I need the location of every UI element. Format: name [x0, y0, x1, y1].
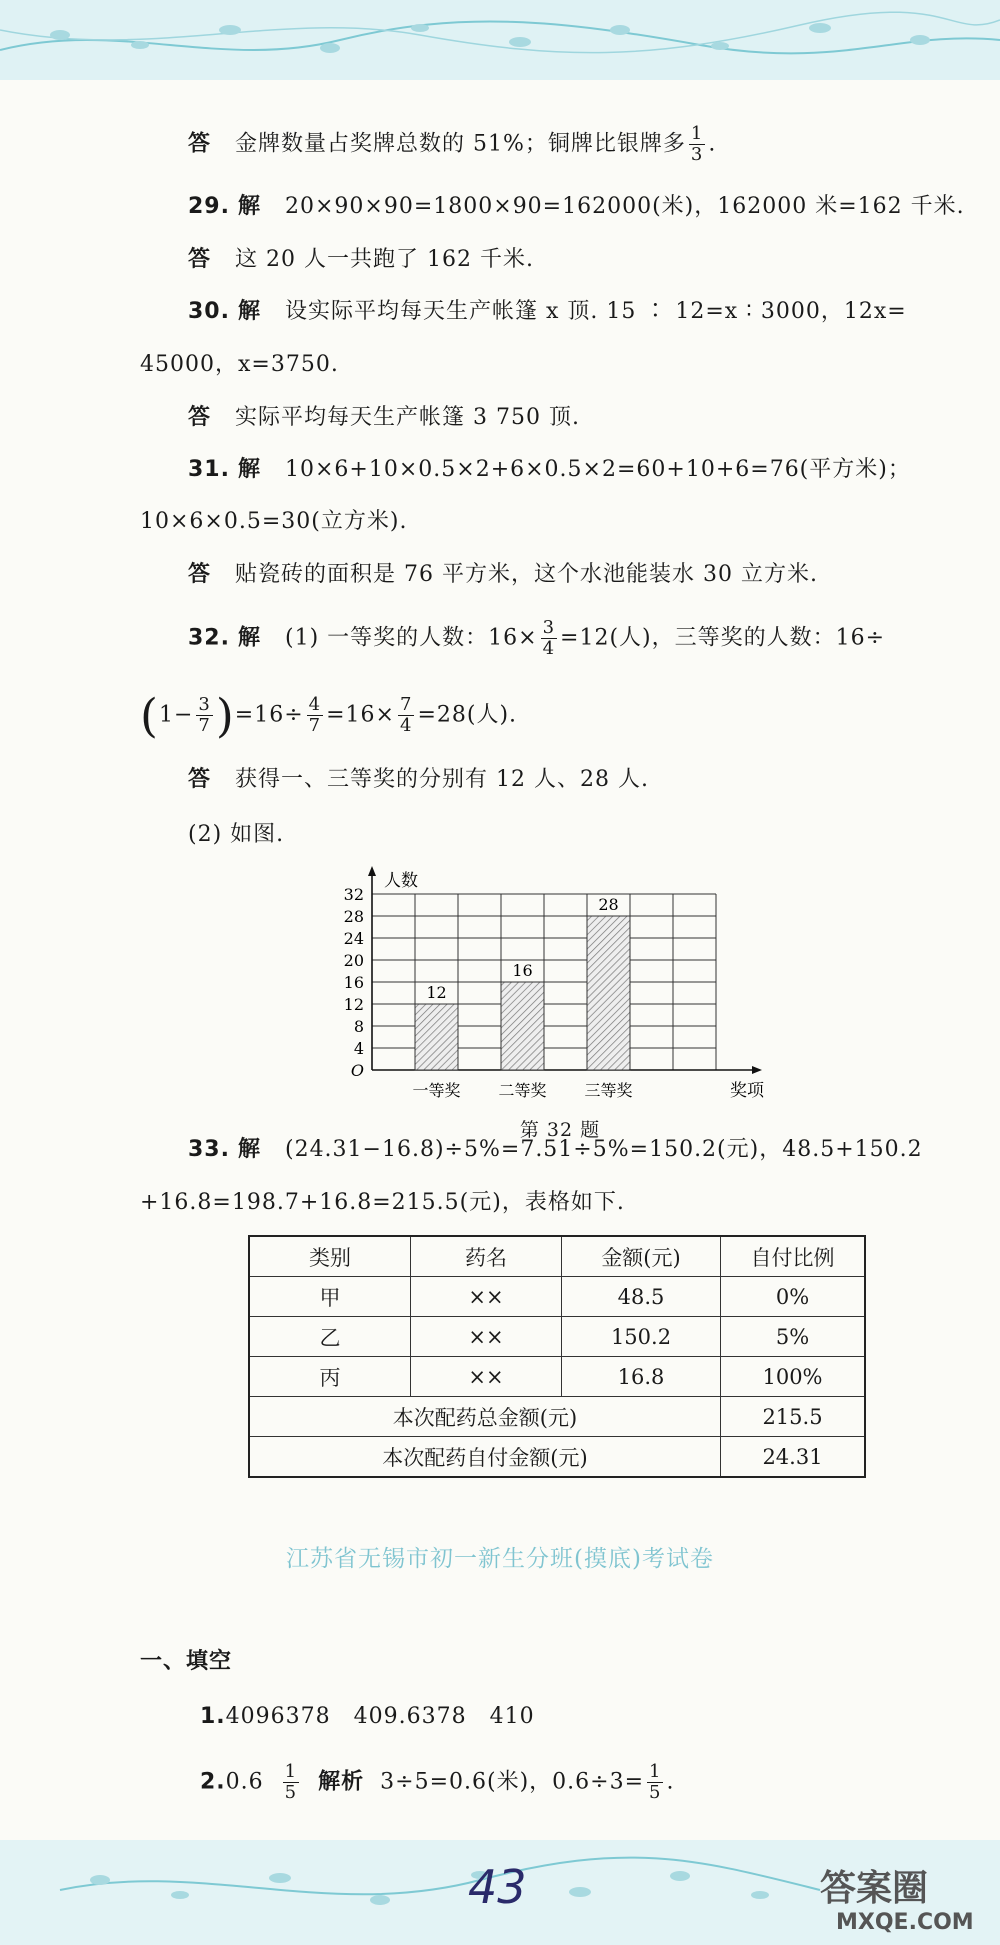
- top-border-decoration: [0, 0, 1000, 80]
- table-cell: 16.8: [562, 1357, 721, 1397]
- solution-line-29: 29. 解 20×90×90=1800×90=162000(米)，162000 米=162 千米.: [188, 194, 965, 219]
- question-1-answer: 1.4096378 409.6378 410: [200, 1704, 535, 1729]
- answer-line-31: 答 贴瓷砖的面积是 76 平方米，这个水池能装水 30 立方米.: [188, 562, 818, 587]
- solution-line-33: 33. 解 (24.31−16.8)÷5%=7.51÷5%=150.2(元)，48.5+150.2: [188, 1137, 923, 1162]
- y-tick-label: 20: [343, 951, 364, 970]
- table-cell: 甲: [249, 1277, 411, 1317]
- x-tick-label: 一等奖: [412, 1081, 461, 1100]
- answer-line-29: 答 这 20 人一共跑了 162 千米.: [188, 247, 534, 272]
- bar-data-label: 16: [512, 961, 533, 980]
- watermark-site: MXQE.COM: [836, 1910, 974, 1935]
- y-tick-label: 28: [343, 907, 364, 926]
- y-tick-label: 4: [353, 1039, 364, 1058]
- y-tick-label: 32: [343, 885, 364, 904]
- solution-line-32: 32. 解 (1) 一等奖的人数：16× $\frac{3}{4}$ =12(人)，三等奖的人数：16÷: [188, 617, 886, 659]
- table-self-pay-row: [249, 1437, 865, 1478]
- bar-chart-q32: [320, 862, 780, 1132]
- y-tick-label: O: [350, 1061, 364, 1080]
- solution-line-31: 31. 解 10×6+10×0.5×2+6×0.5×2=60+10+6=76(平方米)；: [188, 457, 911, 482]
- chart-caption: 第 32 题: [519, 1119, 601, 1141]
- table-cell: 215.5: [721, 1397, 866, 1437]
- x-axis-label: 奖项: [730, 1081, 764, 1101]
- bar: [587, 916, 630, 1070]
- solution-line-30: 30. 解 设实际平均每天生产帐篷 x 顶. 15 ∶ 12=x ∶ 3000，12x=: [188, 299, 907, 324]
- page-number: 43: [468, 1860, 527, 1914]
- y-tick-label: 8: [353, 1017, 364, 1036]
- question-2-answer: 2.0.6 $\frac{1}{5}$ 解析 3÷5=0.6(米)，0.6÷3= $\frac{1}{5}$ .: [200, 1761, 675, 1803]
- answer-line-28: 答 金牌数量占奖牌总数的 51%；铜牌比银牌多 $\frac{1}{3}$ .: [188, 123, 717, 165]
- watermark-logo: 答案圈: [820, 1868, 929, 1909]
- bar-data-label: 28: [598, 895, 619, 914]
- y-axis-arrow: [368, 866, 376, 876]
- y-tick-label: 24: [343, 929, 364, 948]
- table-row: [249, 1277, 865, 1317]
- y-axis-label: 人数: [384, 871, 418, 891]
- table-cell: ××: [411, 1277, 562, 1317]
- table-cell: ××: [411, 1357, 562, 1397]
- table-cell: 乙: [249, 1317, 411, 1357]
- answer-line-32: 答 获得一、三等奖的分别有 12 人、28 人.: [188, 767, 649, 792]
- solution-line-33-cont: +16.8=198.7+16.8=215.5(元)，表格如下.: [140, 1190, 625, 1215]
- table-cell: 本次配药总金额(元): [249, 1397, 721, 1437]
- table-cell: 48.5: [562, 1277, 721, 1317]
- table-cell: 丙: [249, 1357, 411, 1397]
- bar: [501, 982, 544, 1070]
- table-header: 自付比例: [721, 1236, 866, 1277]
- table-header: 类别: [249, 1236, 411, 1277]
- x-axis-arrow: [752, 1066, 762, 1074]
- table-cell: 24.31: [721, 1437, 866, 1478]
- solution-line-30-cont: 45000，x=3750.: [140, 352, 339, 377]
- bar-data-label: 12: [426, 983, 447, 1002]
- table-cell: 0%: [721, 1277, 866, 1317]
- y-tick-label: 16: [343, 973, 364, 992]
- table-header: 药名: [411, 1236, 562, 1277]
- table-cell: 本次配药自付金额(元): [249, 1437, 721, 1478]
- solution-line-32-part2: (2) 如图.: [188, 822, 285, 847]
- section-title: 江苏省无锡市初一新生分班(摸底)考试卷: [286, 1546, 714, 1572]
- bar: [415, 1004, 458, 1070]
- table-cell: 5%: [721, 1317, 866, 1357]
- answer-line-30: 答 实际平均每天生产帐篷 3 750 顶.: [188, 405, 580, 430]
- table-total-row: [249, 1397, 865, 1437]
- fraction: $\frac{1}{3}$: [690, 123, 704, 165]
- y-tick-label: 12: [343, 995, 364, 1014]
- table-row: [249, 1357, 865, 1397]
- x-tick-label: 二等奖: [498, 1081, 547, 1100]
- table-cell: ××: [411, 1317, 562, 1357]
- medicine-table: [248, 1235, 866, 1478]
- table-header: 金额(元): [562, 1236, 721, 1277]
- table-header-row: [249, 1236, 865, 1277]
- fill-in-heading: 一、填空: [140, 1649, 233, 1674]
- table-cell: 100%: [721, 1357, 866, 1397]
- x-tick-label: 三等奖: [584, 1081, 633, 1100]
- table-row: [249, 1317, 865, 1357]
- solution-line-31-cont: 10×6×0.5=30(立方米).: [140, 509, 408, 534]
- solution-line-32-cont: (1− $\frac{3}{7}$ )=16÷ $\frac{4}{7}$ =16× $\frac{7}{4}$ =28(人).: [140, 688, 518, 743]
- table-cell: 150.2: [562, 1317, 721, 1357]
